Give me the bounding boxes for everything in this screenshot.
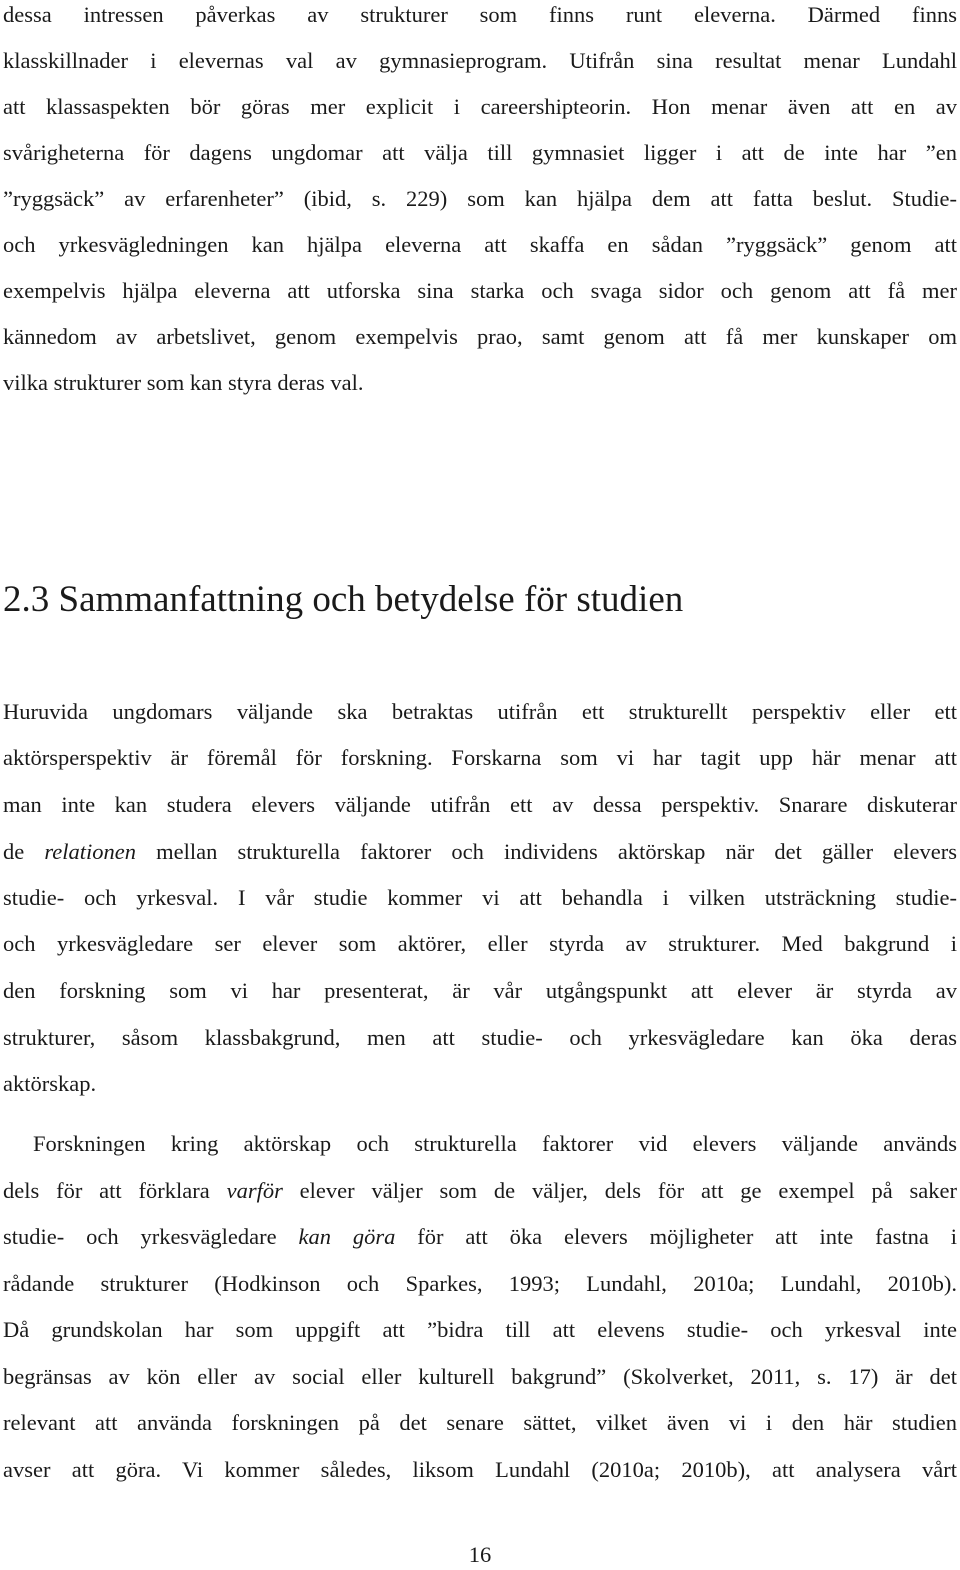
paragraph-line [3, 1222, 957, 1252]
section-heading: 2.3 Sammanfattning och betydelse för studien [3, 579, 684, 620]
paragraph-line [3, 837, 957, 867]
paragraph-line: ”ryggsäck” av erfarenheter” (ibid, s. 229) som kan hjälpa dem att fatta beslut. Studie- [3, 186, 957, 211]
paragraph-line: begränsas av kön eller av social eller kulturell bakgrund” (Skolverket, 2011, s. 17) är det [3, 1364, 957, 1389]
line-text: mellan strukturella faktorer och individens aktörskap när det gäller elevers [136, 839, 957, 864]
paragraph-line: klasskillnader i elevernas val av gymnasieprogram. Utifrån sina resultat menar Lundahl [3, 48, 957, 73]
paragraph-line: aktörsperspektiv är föremål för forskning. Forskarna som vi har tagit upp här menar att [3, 745, 957, 770]
paragraph-line: Då grundskolan har som uppgift att ”bidra till att elevens studie- och yrkesval inte [3, 1317, 957, 1342]
paragraph-line: att klassaspekten bör göras mer explicit i careershipteorin. Hon menar även att en av [3, 94, 957, 119]
line-text: för att öka elevers möjligheter att inte fastna i [395, 1224, 957, 1249]
paragraph-line: dessa intressen påverkas av strukturer som finns runt eleverna. Därmed finns [3, 2, 957, 27]
paragraph-line [3, 1176, 957, 1206]
paragraph-line: och yrkesvägledare ser elever som aktörer, eller styrda av strukturer. Med bakgrund i [3, 931, 957, 956]
paragraph-line: svårigheterna för dagens ungdomar att välja till gymnasiet ligger i att de inte har ”en [3, 140, 957, 165]
paragraph-line: relevant att använda forskningen på det senare sättet, vilket även vi i den här studien [3, 1410, 957, 1435]
emphasis-text: relationen [44, 839, 137, 864]
paragraph-line: rådande strukturer (Hodkinson och Sparkes, 1993; Lundahl, 2010a; Lundahl, 2010b). [3, 1271, 957, 1296]
paragraph-line: Huruvida ungdomars väljande ska betraktas utifrån ett strukturellt perspektiv eller ett [3, 699, 957, 724]
page-number: 16 [468, 1542, 492, 1567]
paragraph-line: exempelvis hjälpa eleverna att utforska sina starka och svaga sidor och genom att få mer [3, 278, 957, 303]
line-text: dels för att förklara [3, 1178, 227, 1203]
emphasis-text: varför [226, 1178, 283, 1203]
paragraph-line: den forskning som vi har presenterat, är vår utgångspunkt att elever är styrda av [3, 978, 957, 1003]
paragraph-line: strukturer, såsom klassbakgrund, men att studie- och yrkesvägledare kan öka deras [3, 1025, 957, 1050]
line-text: studie- och yrkesvägledare [3, 1224, 299, 1249]
paragraph-line: och yrkesvägledningen kan hjälpa eleverna att skaffa en sådan ”ryggsäck” genom att [3, 232, 957, 257]
line-text: elever väljer som de väljer, dels för att ge exempel på saker [282, 1178, 958, 1203]
paragraph-line: aktörskap. [3, 1071, 97, 1096]
paragraph-line: kännedom av arbetslivet, genom exempelvis prao, samt genom att få mer kunskaper om [3, 324, 957, 349]
line-text: de [3, 839, 45, 864]
paragraph-line: man inte kan studera elevers väljande utifrån ett av dessa perspektiv. Snarare diskuterar [3, 792, 957, 817]
paragraph-line: Forskningen kring aktörskap och strukturella faktorer vid elevers väljande används [33, 1131, 957, 1156]
paragraph-line: avser att göra. Vi kommer således, liksom Lundahl (2010a; 2010b), att analysera vårt [3, 1457, 957, 1482]
paragraph-line: studie- och yrkesval. I vår studie kommer vi att behandla i vilken utsträckning studie- [3, 885, 957, 910]
paragraph-line: vilka strukturer som kan styra deras val. [3, 370, 364, 395]
emphasis-text: kan göra [298, 1224, 396, 1249]
